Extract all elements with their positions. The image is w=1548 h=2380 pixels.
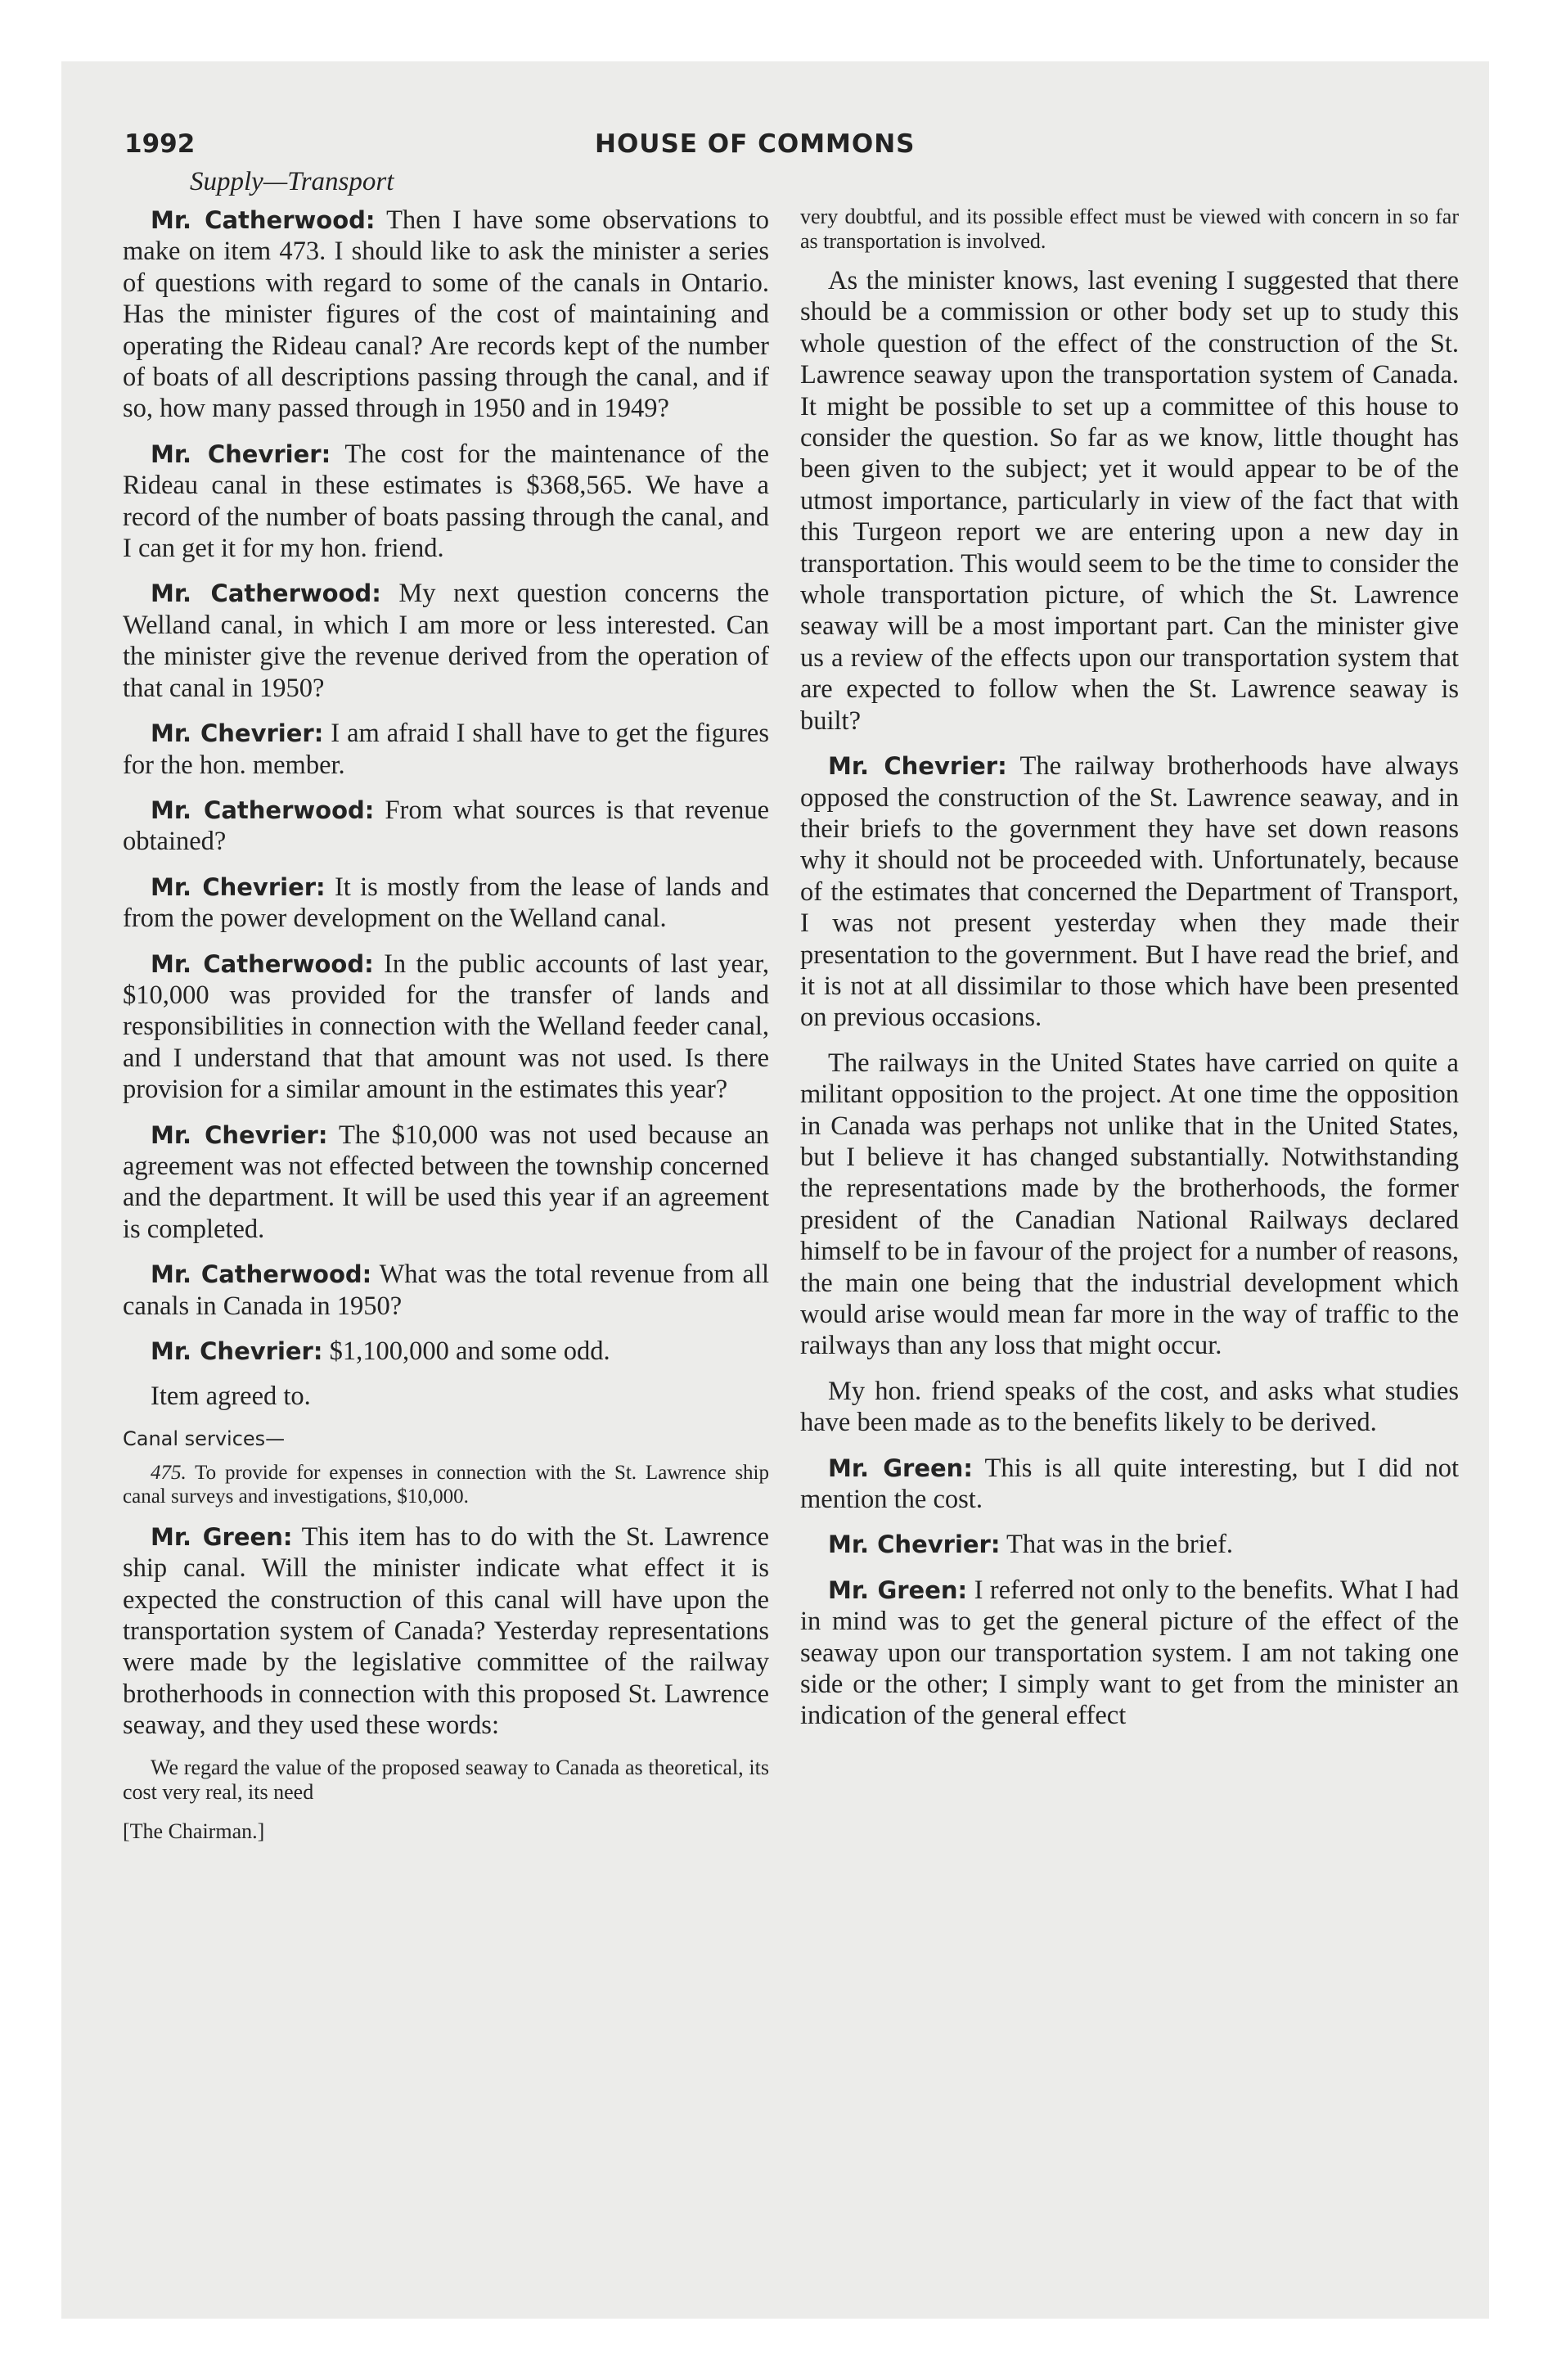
speaker-name: Mr. Chevrier: [151,719,324,748]
speech-text: Then I have some observations to make on item 473. I should like to ask the minister a series of questions with regard to some of the canals in Ontario. Has the minister figures of the cost of maintaining and operating the Rideau canal? Are records kept of the number of boats of all descriptions passing through the canal, and if so, how many passed through in 1950 and in 1949? [123,205,769,424]
speaker-name: Mr. Chevrier: [151,439,331,468]
speaker-name: Mr. Catherwood: [151,796,375,824]
speech-text: The cost for the maintenance of the Rideau canal in these estimates is $368,565. We have a record of the number of boats passing through the canal, and I can get it for my hon. friend. [123,439,769,564]
paragraph [800,1453,1459,1516]
speaker-name: Mr. Green: [151,1522,293,1551]
item-number: 475. [151,1461,187,1484]
paragraph [800,1575,1459,1732]
paragraph [123,795,769,858]
paragraph [123,872,769,935]
right-column [800,205,1459,1746]
paragraph [800,1529,1459,1560]
paragraph: The railways in the United States have carried on quite a militant opposition to the project. At one time the opposition in Canada was perhaps not unlike that in the United States, but I believe it has changed substantially. Notwithstanding the representations made by the brotherhoods, the former president of the Canadian National Railways declared himself to be in favour of the project for a number of reasons, the main one being that the industrial development which would arise would mean far more in the way of traffic to the railways than any loss that might occur. [800,1048,1459,1361]
speaker-name: Mr. Green: [828,1575,968,1604]
speaker-name: Mr. Catherwood: [151,579,381,608]
speech-text: $1,100,000 and some odd. [322,1336,610,1366]
section-heading: Supply—Transport [190,167,394,196]
paragraph [123,949,769,1106]
paragraph [123,1259,769,1322]
running-title: HOUSE OF COMMONS [595,129,916,159]
page-header [124,123,1401,172]
estimate-item [123,1461,769,1508]
canal-services-label: Canal services— [123,1427,286,1450]
speaker-name: Mr. Chevrier: [828,752,1007,781]
speaker-name: Mr. Catherwood: [151,1260,372,1289]
paragraph [800,751,1459,1034]
paragraph: As the minister knows, last evening I suggested that there should be a commission or other body set up to study this whole question of the effect of the construction of the St. Lawrence seaway upon the transportation system of Canada. It might be possible to set up a committee of this house to consider the question. So far as we know, little thought has been given to the subject; yet it would appear to be of the utmost importance, particularly in view of the fact that with this Turgeon report we are entering upon a new day in transportation. This would seem to be the time to consider the whole transportation picture, of which the St. Lawrence seaway will be a most important part. Can the minister give us a review of the effects upon our transportation system that are expected to follow when the St. Lawrence seaway is built? [800,266,1459,736]
speech-text: This item has to do with the St. Lawrence ship canal. Will the minister indicate what effect it is expected the construction of this canal will have upon the transportation system of Canada? Yesterday representations were made by the legislative committee of the railway brotherhoods in connection with this proposed St. Lawrence seaway, and they used these words: [123,1521,770,1741]
speaker-name: Mr. Green: [828,1454,973,1482]
speech-text: This is all quite interesting, but I did not mention the cost. [800,1453,1459,1515]
speaker-name: Mr. Chevrier: [151,1337,323,1365]
speaker-name: Mr. Chevrier: [828,1530,1001,1559]
quotation-continued: very doubtful, and its possible effect must be viewed with concern in so far as transportation is involved. [800,205,1459,253]
paragraph [123,1336,769,1367]
item-agreed: Item agreed to. [151,1382,311,1412]
speech-text: In the public accounts of last year, $10,000 was provided for the transfer of lands and responsibilities in connection with the Welland feeder canal, and I understand that that amount was not used. Is there provision for a similar amount in the estimates this year? [123,949,769,1105]
paragraph [123,205,769,425]
speech-text: It is mostly from the lease of lands and from the power development on the Welland canal. [123,872,770,934]
paragraph [123,439,769,565]
speaker-name: Mr. Chevrier: [151,1120,328,1149]
speaker-name: Mr. Catherwood: [151,206,376,234]
speech-text: That was in the brief. [1000,1530,1234,1560]
speech-text: From what sources is that revenue obtained? [123,795,769,857]
paragraph [123,1521,769,1742]
speaker-name: Mr. Catherwood: [151,949,374,978]
speech-text: I referred not only to the benefits. What I had in mind was to get the general picture of the effect of the seaway upon our transportation system. I am not taking one side or the other; I simply want to get from the minister an indication of the general effect [800,1575,1459,1731]
speech-text: The railway brotherhoods have always opposed the construction of the St. Lawrence seaway, and in their briefs to the government they have set down reasons why it should not be proceeded with. Unfortunately, because of the estimates that concerned the Department of Transport, I was not present yesterday when they made their presentation to the government. But I have read the brief, and it is not at all dissimilar to those which have been presented on previous occasions. [800,751,1459,1033]
paragraph [123,578,769,704]
speech-text: What was the total revenue from all canals in Canada in 1950? [123,1260,770,1321]
left-column [123,205,769,1861]
paragraph: My hon. friend speaks of the cost, and asks what studies have been made as to the benefits likely to be derived. [800,1376,1459,1438]
chairman-note: [The Chairman.] [123,1819,265,1843]
paragraph [123,1120,769,1246]
speech-text: The $10,000 was not used because an agreement was not effected between the township concerned and the department. It will be used this year if an agreement is completed. [123,1120,770,1244]
speech-text: I am afraid I shall have to get the figures for the hon. member. [123,719,769,780]
item-description: To provide for expenses in connection with the St. Lawrence ship canal surveys and investigations, $10,000. [123,1461,769,1508]
quotation: We regard the value of the proposed seaway to Canada as theoretical, its cost very real, its need [123,1755,769,1804]
paragraph [123,718,769,781]
speech-text: My next question concerns the Welland canal, in which I am more or less interested. Can the minister give the revenue derived from the operation of that canal in 1950? [123,579,769,703]
page-number: 1992 [124,129,196,159]
speaker-name: Mr. Chevrier: [151,872,326,901]
